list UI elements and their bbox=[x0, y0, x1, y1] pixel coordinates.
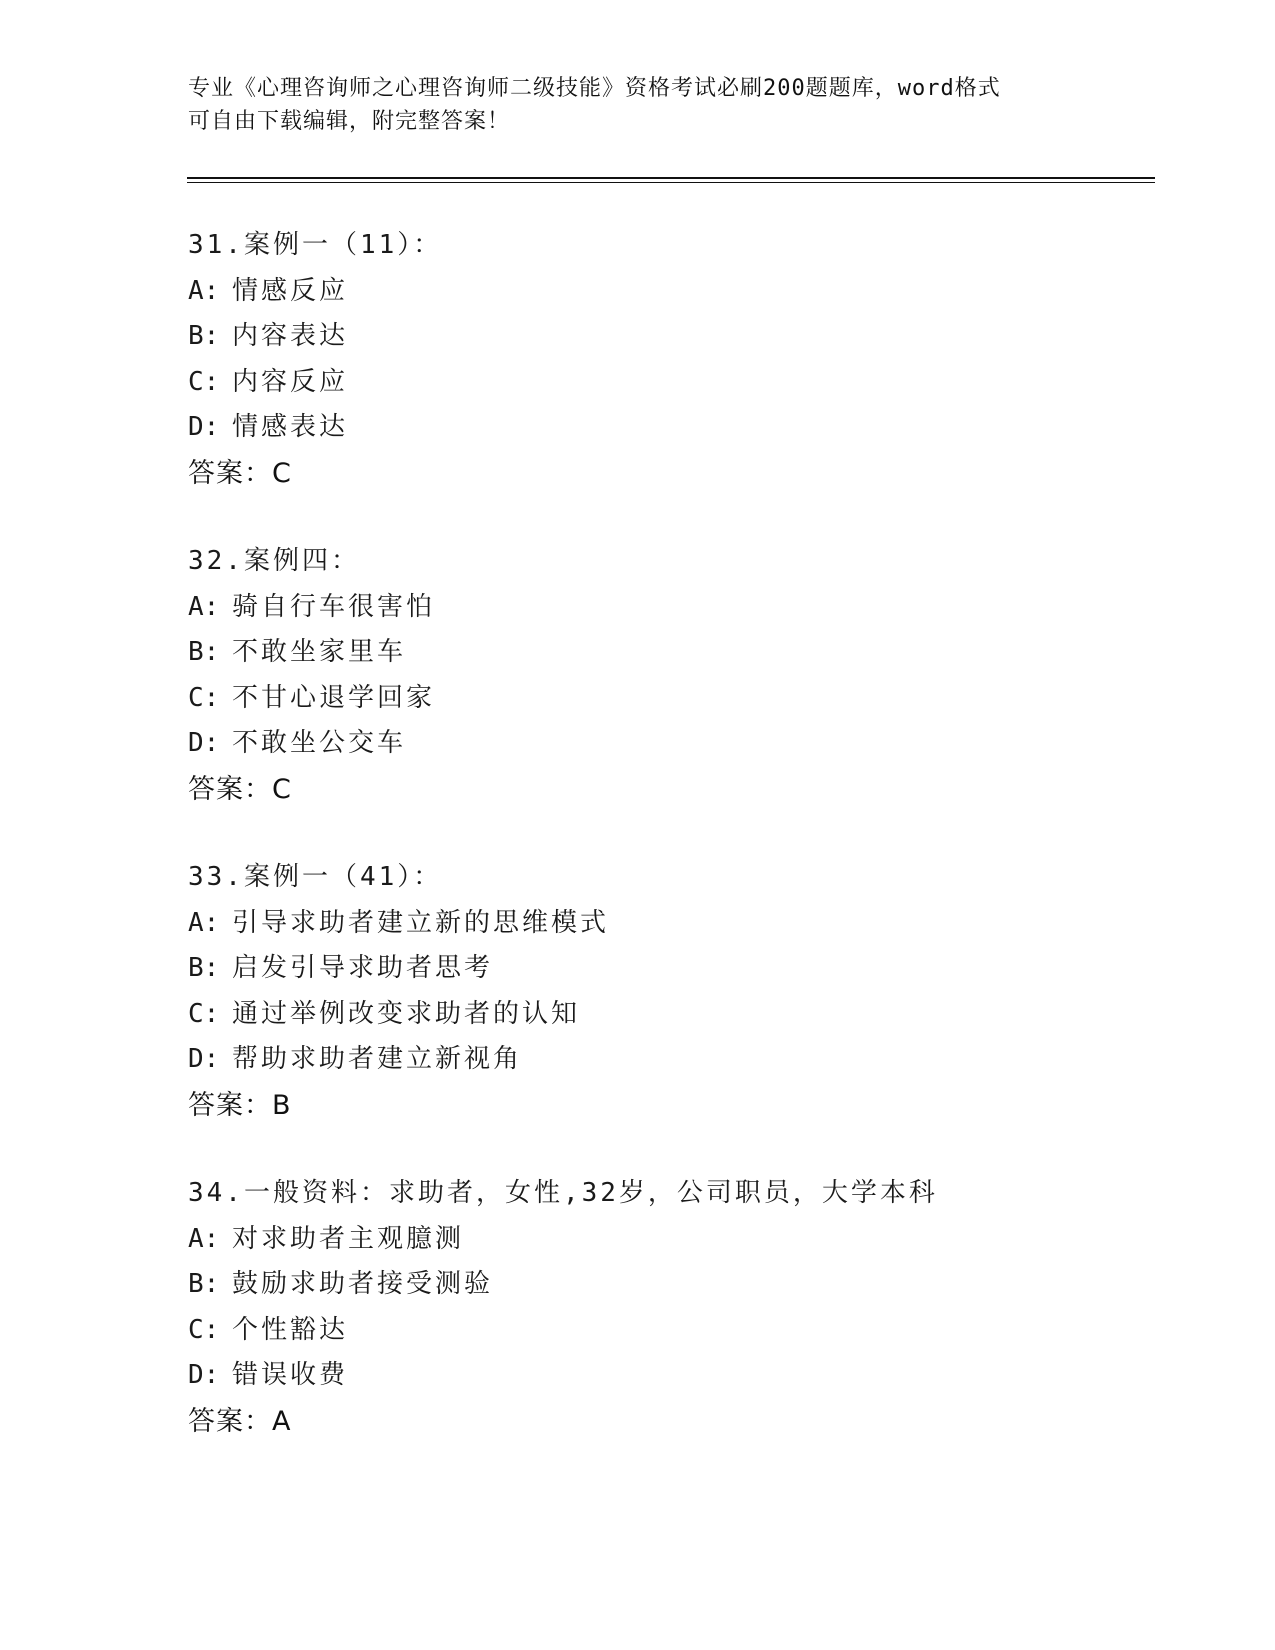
question-32 bbox=[188, 539, 1188, 812]
question-34 bbox=[188, 1171, 1188, 1444]
document-header bbox=[188, 72, 1088, 138]
option-a bbox=[188, 585, 1188, 631]
option-text: 情感反应 bbox=[232, 275, 349, 306]
option-key: A: bbox=[188, 907, 220, 938]
option-text: 个性豁达 bbox=[232, 1314, 349, 1345]
option-text: 帮助求助者建立新视角 bbox=[232, 1044, 523, 1074]
option-c bbox=[188, 676, 1188, 722]
option-c bbox=[188, 1308, 1188, 1354]
option-text: 不敢坐家里车 bbox=[232, 637, 407, 667]
option-key: B: bbox=[188, 953, 220, 983]
option-key: C: bbox=[188, 1314, 220, 1345]
option-key: D: bbox=[188, 728, 220, 758]
question-stem: 33.案例一（41）： bbox=[188, 862, 443, 892]
option-key: A: bbox=[188, 591, 220, 622]
answer-line: 答案：B bbox=[188, 1089, 292, 1121]
option-text: 启发引导求助者思考 bbox=[232, 953, 494, 983]
question-stem: 31.案例一（11）： bbox=[188, 230, 443, 260]
option-key: C: bbox=[188, 682, 220, 713]
option-b bbox=[188, 946, 1188, 992]
option-d bbox=[188, 721, 1188, 767]
option-key: B: bbox=[188, 321, 220, 351]
option-d bbox=[188, 1353, 1188, 1399]
header-title-line-1: 专业《心理咨询师之心理咨询师二级技能》资格考试必刷200题题库，word格式 bbox=[188, 76, 1001, 101]
option-b bbox=[188, 314, 1188, 360]
header-title-line-2: 可自由下载编辑，附完整答案！ bbox=[188, 109, 511, 134]
option-key: B: bbox=[188, 1269, 220, 1299]
answer-line: 答案：A bbox=[188, 1405, 292, 1437]
question-stem: 34.一般资料：求助者，女性,32岁，公司职员，大学本科 bbox=[188, 1178, 938, 1208]
option-text: 不甘心退学回家 bbox=[232, 682, 436, 713]
option-c bbox=[188, 992, 1188, 1038]
option-text: 骑自行车很害怕 bbox=[232, 591, 436, 622]
header-divider bbox=[187, 177, 1155, 183]
option-d bbox=[188, 1037, 1188, 1083]
question-stem: 32.案例四： bbox=[188, 546, 360, 576]
option-a bbox=[188, 901, 1188, 947]
option-text: 引导求助者建立新的思维模式 bbox=[232, 907, 610, 938]
option-text: 情感表达 bbox=[232, 412, 349, 442]
option-text: 对求助者主观臆测 bbox=[232, 1223, 465, 1254]
option-key: A: bbox=[188, 1223, 220, 1254]
option-key: D: bbox=[188, 1044, 220, 1074]
question-33 bbox=[188, 855, 1188, 1128]
option-key: A: bbox=[188, 275, 220, 306]
option-key: C: bbox=[188, 998, 220, 1029]
option-text: 内容表达 bbox=[232, 321, 349, 351]
option-a bbox=[188, 269, 1188, 315]
option-a bbox=[188, 1217, 1188, 1263]
option-key: C: bbox=[188, 366, 220, 397]
answer-line: 答案：C bbox=[188, 457, 292, 489]
option-d bbox=[188, 405, 1188, 451]
option-text: 不敢坐公交车 bbox=[232, 728, 407, 758]
option-text: 鼓励求助者接受测验 bbox=[232, 1269, 494, 1299]
answer-line: 答案：C bbox=[188, 773, 292, 805]
option-b bbox=[188, 630, 1188, 676]
option-text: 错误收费 bbox=[232, 1360, 349, 1390]
option-text: 通过举例改变求助者的认知 bbox=[232, 998, 581, 1029]
option-key: B: bbox=[188, 637, 220, 667]
option-c bbox=[188, 360, 1188, 406]
option-key: D: bbox=[188, 412, 220, 442]
question-31 bbox=[188, 223, 1188, 496]
option-text: 内容反应 bbox=[232, 366, 349, 397]
option-b bbox=[188, 1262, 1188, 1308]
option-key: D: bbox=[188, 1360, 220, 1390]
